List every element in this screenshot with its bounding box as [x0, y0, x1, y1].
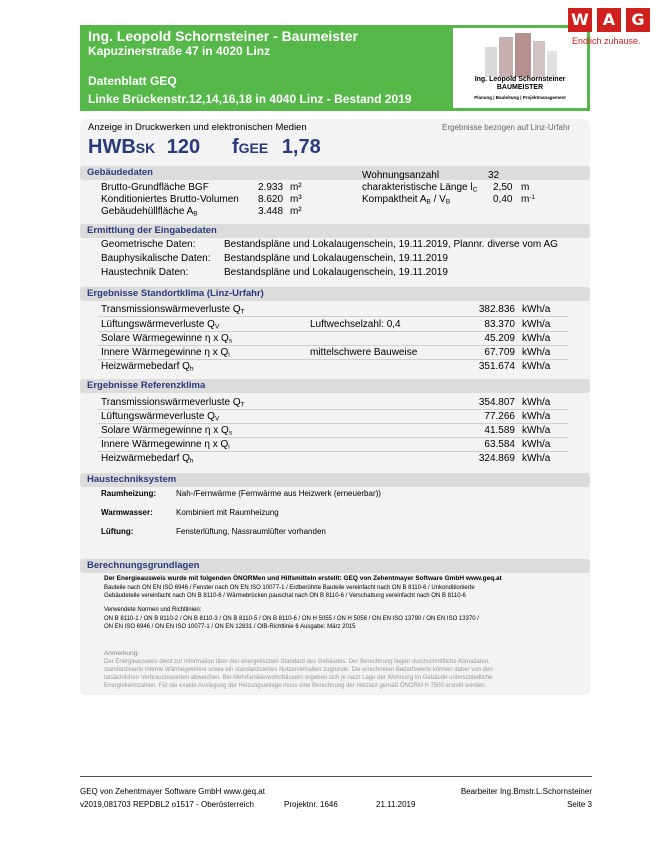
basis-line-3: Verwendete Normen und Richtlinien: — [104, 607, 202, 613]
section-reference-climate: Ergebnisse Referenzklima — [80, 379, 590, 393]
basis-line-5: ON EN ISO 6946 / ON EN ISO 10077-1 / ON EN 12831 / OIB-Richtlinie 6 Ausgabe: März 2015 — [104, 624, 356, 630]
result-note: Ergebnisse bezogen auf Linz-Urfahr — [442, 123, 571, 132]
remark-line-4: Energiekennzahlen. Für die exakte Auslegung der Heizungsanlage muss eine Berechnung der Heizlast gemäß ÖNORM H 7500 erstellt werden. — [104, 683, 487, 689]
fgee-indicator: fGEE 1,78 — [232, 136, 321, 158]
header-banner — [80, 25, 590, 111]
section-site-climate: Ergebnisse Standortklima (Linz-Urfahr) — [80, 287, 590, 301]
footer-divider — [80, 776, 592, 777]
site-heating-value: 351.674 — [478, 361, 515, 372]
volume-value: 8.620 — [258, 194, 284, 205]
compactness-label: Kompaktheit $A_B / V_B$ — [362, 194, 451, 206]
hvac-ventilation-label: Lüftung: — [101, 527, 134, 536]
ref-internal-label: Innere Wärmegewinne η x $Q_i$ — [101, 439, 230, 451]
wag-slogan: Endlich zuhause. — [572, 36, 641, 46]
bgf-value: 2.933 — [258, 182, 284, 193]
row-divider — [98, 316, 568, 317]
logo-subtitle: Planung | Bauleitung | Projektmanagement — [474, 95, 566, 100]
wag-letter-a: A — [597, 8, 621, 32]
input-hvac-label: Haustechnik Daten: — [101, 267, 189, 278]
input-physics-label: Bauphysikalische Daten: — [101, 253, 211, 264]
units-label: Wohnungsanzahl — [362, 170, 440, 181]
basis-lead: Der Energieausweis wurde mit folgenden ÖNORMen und Hilfsmitteln erstellt: GEQ von Zehentmayer Software GmbH www.geq.at — [104, 575, 502, 582]
wag-letter-w: W — [568, 8, 592, 32]
compactness-value: 0,40 — [493, 194, 513, 205]
site-solar-value: 45.209 — [484, 333, 515, 344]
ref-internal-value: 63.584 — [484, 439, 515, 450]
site-internal-value: 67.709 — [484, 347, 515, 358]
char-length-value: 2,50 — [493, 182, 513, 193]
site-ventilation-value: 83.370 — [484, 319, 515, 330]
row-divider — [98, 451, 568, 452]
site-ventilation-unit: kWh/a — [522, 319, 551, 330]
remark-line-2: standardisierte interne Wärmegewinne sowie ein standardisiertes Nutzerverhalten zugrunde. Die errechneten Bedarfswerte können daher von den — [104, 667, 493, 673]
bgf-label: Brutto-Grundfläche BGF — [101, 182, 209, 193]
site-transmission-unit: kWh/a — [522, 304, 551, 315]
compactness-unit: $m^{-1}$ — [521, 194, 536, 205]
hull-value: 3.448 — [258, 206, 284, 217]
site-heating-label: Heizwärmebedarf $Q_h$ — [101, 361, 194, 373]
row-divider — [98, 359, 568, 360]
ref-internal-unit: kWh/a — [522, 439, 551, 450]
hvac-heating-value: Nah-/Fernwärme (Fernwärme aus Heizwerk (erneuerbar)) — [176, 489, 381, 498]
basis-line-4: ON B 8110-1 / ON B 8110-2 / ON B 8110-3 / ON B 8110-5 / ON B 8110-6 / ON H 5055 / ON H 5056 / ON EN ISO 13790 / ON EN ISO 13370 / — [104, 616, 479, 622]
ref-ventilation-unit: kWh/a — [522, 411, 551, 422]
footer-software: GEQ von Zehentmayer Software GmbH www.geq.at — [80, 787, 265, 796]
row-divider — [98, 437, 568, 438]
site-internal-note: mittelschwere Bauweise — [310, 347, 418, 358]
ref-heating-unit: kWh/a — [522, 453, 551, 464]
site-internal-label: Innere Wärmegewinne η x $Q_i$ — [101, 347, 230, 359]
ref-transmission-label: Transmissionswärmeverluste $Q_T$ — [101, 397, 245, 409]
ref-ventilation-label: Lüftungswärmeverluste $Q_V$ — [101, 411, 220, 423]
volume-unit: m³ — [290, 194, 302, 205]
object-address: Linke Brückenstr.12,14,16,18 in 4040 Linz - Bestand 2019 — [88, 92, 412, 106]
hull-label: Gebäudehüllfläche $A_B$ — [101, 206, 198, 218]
section-hvac-system: Haustechniksystem — [80, 473, 590, 487]
company-name: Ing. Leopold Schornsteiner - Baumeister — [88, 28, 358, 44]
row-divider — [98, 331, 568, 332]
units-value: 32 — [488, 170, 500, 181]
hvac-ventilation-value: Fensterlüftung, Nassraumlüfter vorhanden — [176, 527, 326, 536]
input-geometry-value: Bestandspläne und Lokalaugenschein, 19.11.2019, Plannr. diverse vom AG — [224, 239, 558, 250]
ref-transmission-value: 354.807 — [478, 397, 515, 408]
footer-date: 21.11.2019 — [376, 800, 416, 809]
input-geometry-label: Geometrische Daten: — [101, 239, 196, 250]
row-divider — [98, 345, 568, 346]
media-note: Anzeige in Druckwerken und elektronischen Medien — [88, 122, 307, 133]
basis-line-2: Gebäudeteile vereinfacht nach ON B 8110-6 / Wärmebrücken pauschal nach ON B 8110-6 / Verschattung vereinfacht nach ON B 8110-6 — [104, 593, 466, 599]
datasheet-title: Datenblatt GEQ — [88, 74, 177, 88]
building-icon — [481, 33, 561, 77]
remark-line-1: Der Energieausweis dient zur Information über den energetischen Standard des Gebäudes. Der Berechnung liegen durchschnittliche Klimadaten, — [104, 659, 490, 665]
wag-letter-g: G — [626, 8, 650, 32]
ref-heating-value: 324.869 — [478, 453, 515, 464]
site-internal-unit: kWh/a — [522, 347, 551, 358]
ref-transmission-unit: kWh/a — [522, 397, 551, 408]
site-ventilation-label: Lüftungswärmeverluste $Q_V$ — [101, 319, 220, 331]
logo-name: Ing. Leopold Schornsteiner BAUMEISTER — [474, 76, 566, 91]
hwb-indicator: HWBSK 120 — [88, 136, 201, 158]
hull-unit: m² — [290, 206, 302, 217]
company-address: Kapuzinerstraße 47 in 4020 Linz — [88, 44, 271, 58]
footer-page: Seite 3 — [567, 800, 592, 809]
site-solar-label: Solare Wärmegewinne η x $Q_s$ — [101, 333, 233, 345]
section-input-data: Ermittlung der Eingabedaten — [80, 224, 590, 238]
ref-heating-label: Heizwärmebedarf $Q_h$ — [101, 453, 194, 465]
footer-author: Bearbeiter Ing.Bmstr.L.Schornsteiner — [460, 787, 592, 796]
footer-version: v2019,081703 REPDBL2 o1517 - Oberösterreich — [80, 800, 254, 809]
site-transmission-value: 382.836 — [478, 304, 515, 315]
ref-solar-label: Solare Wärmegewinne η x $Q_s$ — [101, 425, 233, 437]
footer-project: Projektnr. 1646 — [284, 800, 338, 809]
hvac-water-label: Warmwasser: — [101, 508, 153, 517]
input-hvac-value: Bestandspläne und Lokalaugenschein, 19.11.2019 — [224, 267, 448, 278]
ref-solar-unit: kWh/a — [522, 425, 551, 436]
site-transmission-label: Transmissionswärmeverluste $Q_T$ — [101, 304, 245, 316]
remark-line-3: tatsächlichen Verbrauchswerten abweichen. Bei Mehrfamilienwohnhäusern ergeben sich je nach Lage der Wohnung im Gebäude unterschiedliche — [104, 675, 493, 681]
char-length-unit: m — [521, 182, 530, 193]
company-logo — [453, 28, 587, 108]
ref-ventilation-value: 77.266 — [484, 411, 515, 422]
site-ventilation-note: Luftwechselzahl: 0,4 — [310, 319, 401, 330]
input-physics-value: Bestandspläne und Lokalaugenschein, 19.11.2019 — [224, 253, 448, 264]
hvac-heating-label: Raumheizung: — [101, 489, 157, 498]
section-calc-basis: Berechnungsgrundlagen — [80, 559, 590, 573]
remark-title: Anmerkung: — [104, 650, 140, 657]
wag-logo — [568, 8, 652, 48]
site-solar-unit: kWh/a — [522, 333, 551, 344]
row-divider — [98, 409, 568, 410]
hvac-water-value: Kombiniert mit Raumheizung — [176, 508, 279, 517]
site-heating-unit: kWh/a — [522, 361, 551, 372]
row-divider — [98, 423, 568, 424]
bgf-unit: m² — [290, 182, 302, 193]
char-length-label: charakteristische Länge $l_C$ — [362, 182, 478, 194]
volume-label: Konditioniertes Brutto-Volumen — [101, 194, 239, 205]
ref-solar-value: 41.589 — [484, 425, 515, 436]
section-building: Gebäudedaten — [80, 166, 590, 180]
basis-line-1: Bauteile nach ON EN ISO 6946 / Fenster nach ON EN ISO 10077-1 / Erdberührte Bauteile vereinfacht nach ON B 8110-6 / Unkonditionierte — [104, 585, 475, 591]
